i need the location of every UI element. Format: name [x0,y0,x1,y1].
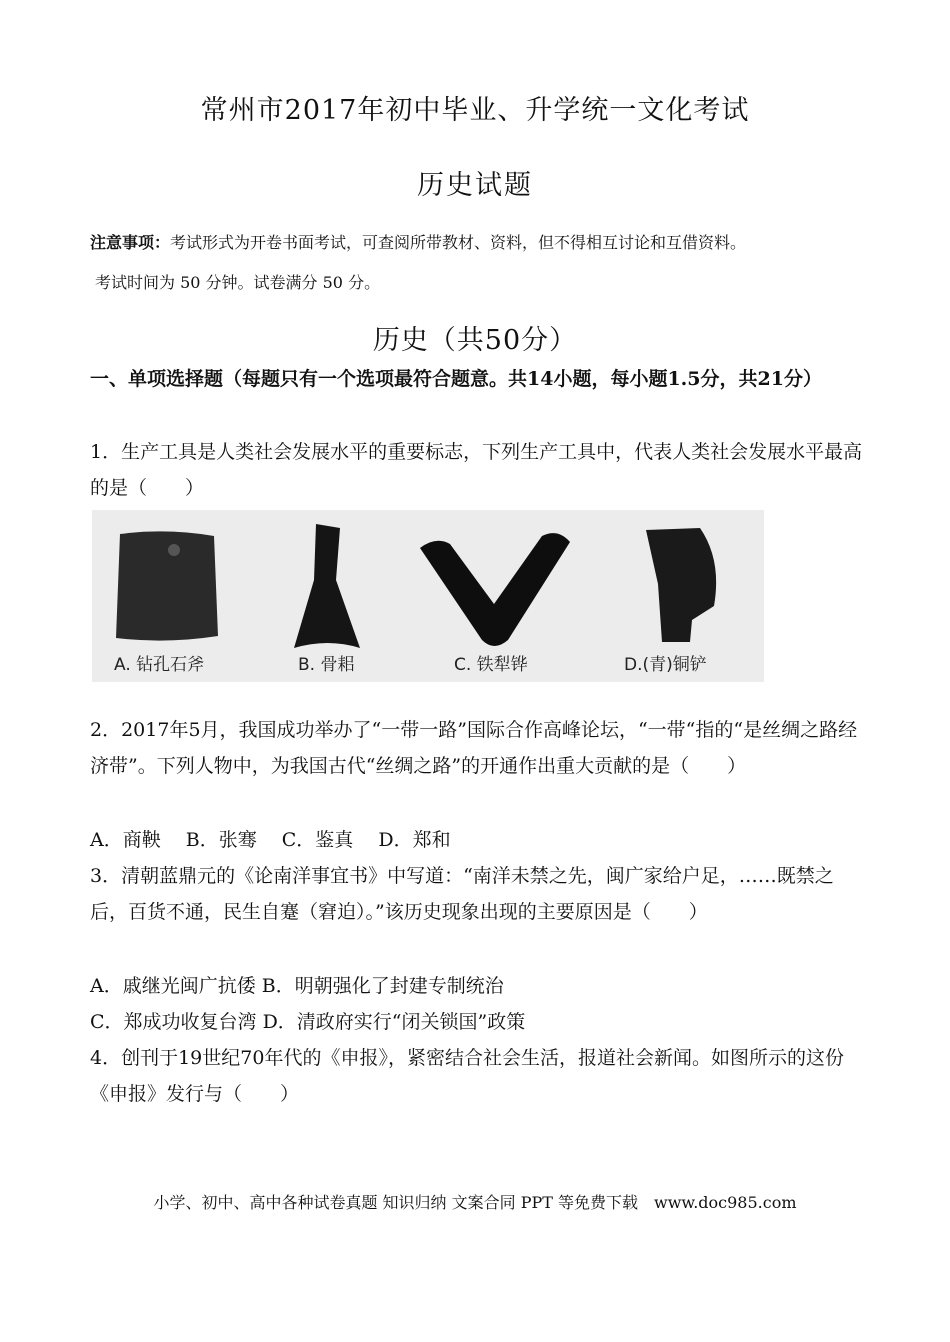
question-3-stem: 3．清朝蓝鼎元的《论南洋事宜书》中写道：“南洋未禁之先，闽广家给户足，……既禁之后，百货不通，民生自蹇（窘迫）。”该历史现象出现的主要原因是（ ） [90,865,834,923]
exam-title: 常州市2017年初中毕业、升学统一文化考试 [200,95,750,126]
bronze-shovel-image [640,524,724,648]
bone-spade-image [288,520,366,650]
caption-d: D.(青)铜铲 [624,655,707,675]
notice-text: 考试形式为开卷书面考试，可查阅所带教材、资料，但不得相互讨论和互借资料。 [170,233,747,252]
caption-c: C. 铁犁铧 [454,655,528,675]
notice-line2: 考试时间为 50 分钟。试卷满分 50 分。 [95,273,381,292]
notice [90,230,890,253]
part1-heading: 一、单项选择题（每题只有一个选项最符合题意。共14小题，每小题1.5分，共21分） [90,368,822,390]
question-3-options-line2: C．郑成功收复台湾 D．清政府实行“闭关锁国”政策 [90,1011,526,1033]
footer: 小学、初中、高中各种试卷真题 知识归纳 文案合同 PPT 等免费下载 www.doc985.com [153,1193,797,1212]
caption-a: A. 钻孔石斧 [114,655,205,675]
question-2-options: A．商鞅 B．张骞 C．鉴真 D．郑和 [90,829,451,851]
caption-b: B. 骨耜 [298,655,355,675]
notice-label: 注意事项： [90,233,171,252]
question-2-stem: 2．2017年5月，我国成功举办了“一带一路”国际合作高峰论坛，“一带“指的“是丝绸之路经济带”。下列人物中，为我国古代“丝绸之路”的开通作出重大贡献的是（ ） [90,719,858,777]
question-1-figure [92,510,764,682]
iron-plough-image [416,528,574,648]
exam-subtitle: 历史试题 [417,170,533,201]
question-1-stem: 1．生产工具是人类社会发展水平的重要标志，下列生产工具中，代表人类社会发展水平最高的是（ ） [90,441,863,499]
question-3-options-line1: A．戚继光闽广抗倭 B．明朝强化了封建专制统治 [90,975,504,997]
stone-axe-image [106,528,232,646]
section-title: 历史（共50分） [372,325,578,356]
question-4-stem: 4．创刊于19世纪70年代的《申报》，紧密结合社会生活，报道社会新闻。如图所示的这份《申报》发行与（ ） [90,1047,844,1105]
